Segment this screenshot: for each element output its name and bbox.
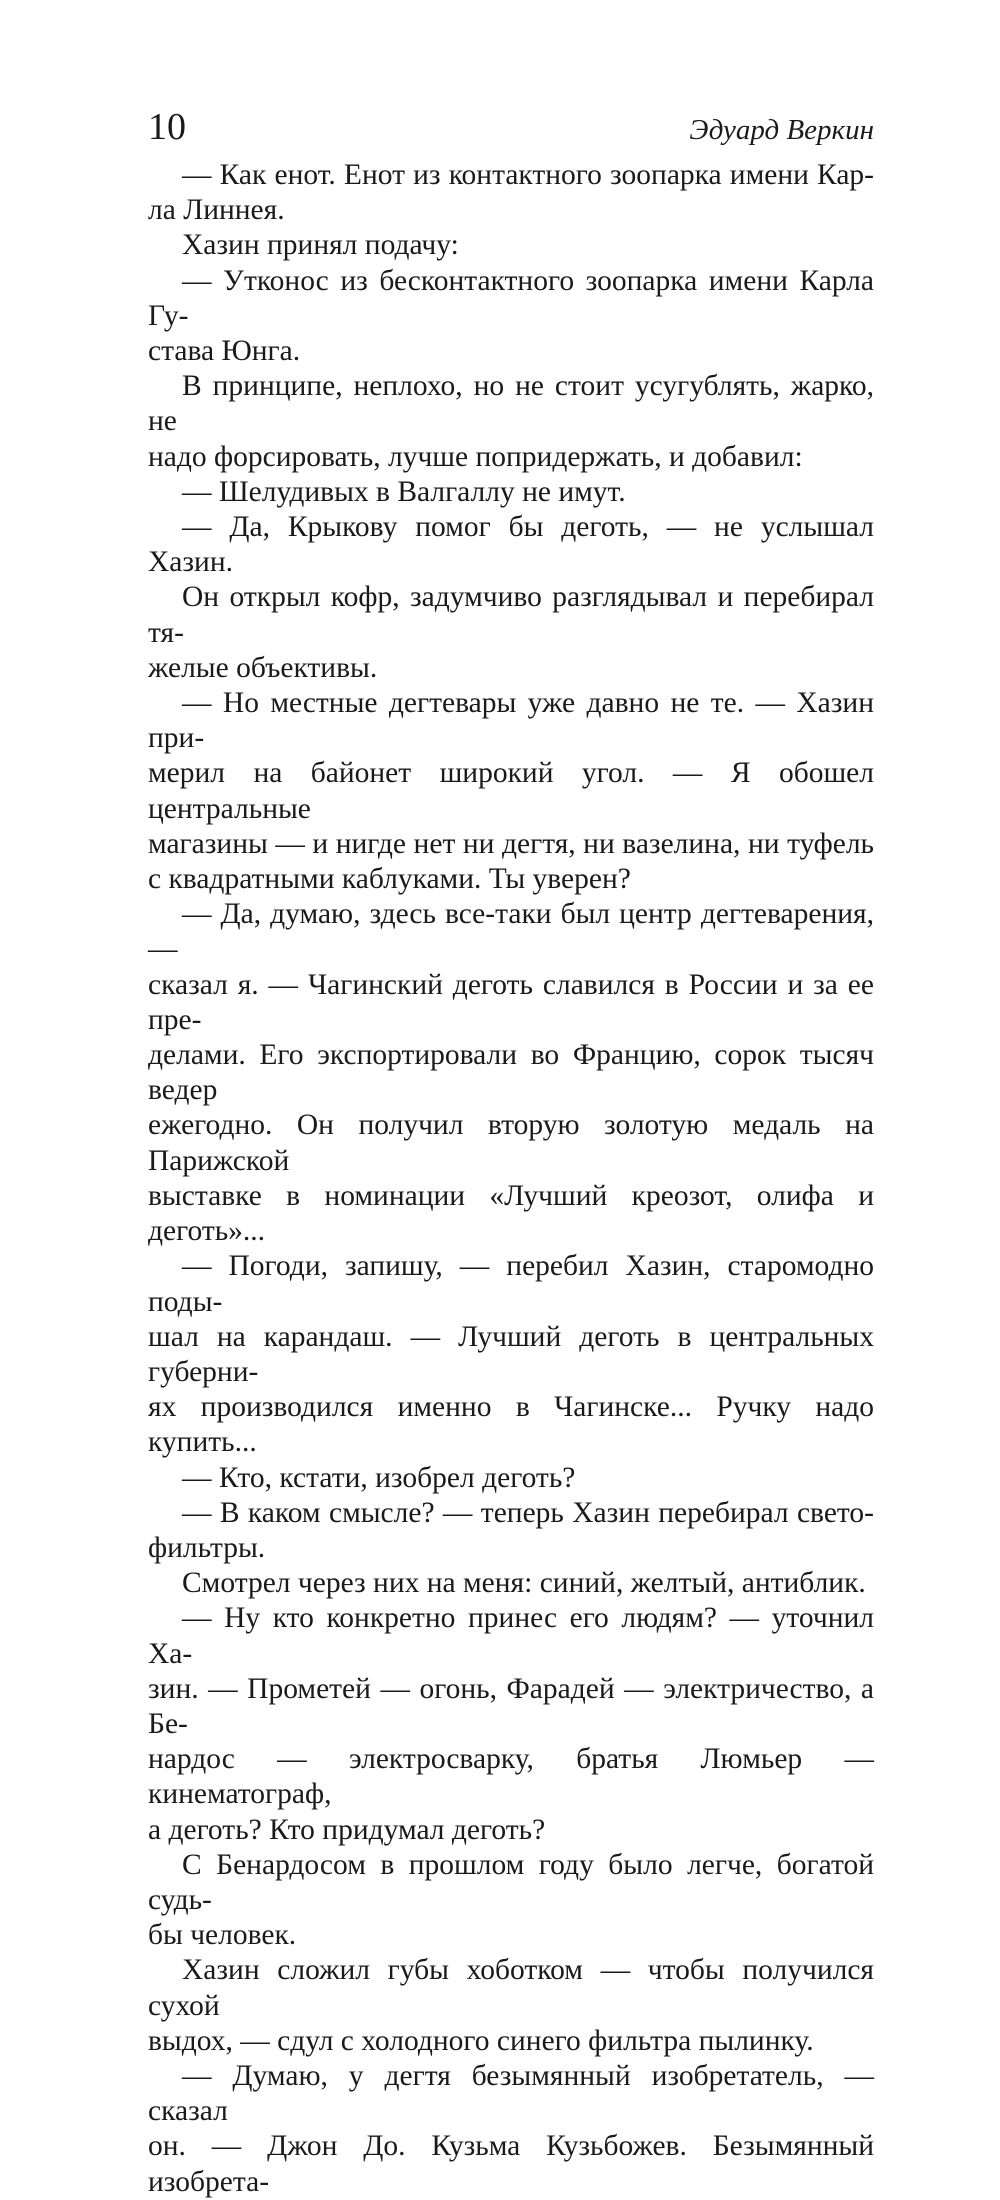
text-line: става Юнга. — [148, 335, 301, 368]
text-line: надо форсировать, лучше попридержать, и добавил: — [148, 440, 803, 473]
text-line: выдох, — сдул с холодного синего фильтра пылинку. — [148, 2024, 814, 2057]
text-line: с квадратными каблуками. Ты уверен? — [148, 863, 631, 896]
text-line: шал на карандаш. — Лучший деготь в центральных губерни- — [148, 1320, 874, 1388]
text-line: — Шелудивых в Валгаллу не имут. — [182, 475, 626, 508]
text-line: Хазин сложил губы хоботком — чтобы получился сухой — [148, 1954, 874, 2022]
text-line: ла Линнея. — [148, 194, 285, 227]
text-line: выставке в номинации «Лучший креозот, олифа и деготь»... — [148, 1179, 874, 1248]
text-line: — Да, думаю, здесь все-таки был центр дегтеварения, — — [148, 898, 874, 966]
text-line: — Как енот. Енот из контактного зоопарка имени Кар- — [182, 159, 874, 191]
text-line: С Бенардосом в прошлом году было легче, богатой судь- — [148, 1848, 874, 1916]
text-line: — Ну кто конкретно принес его людям? — уточнил Ха- — [148, 1602, 874, 1670]
running-head-author: Эдуард Веркин — [689, 114, 874, 146]
text-line: бы человек. — [148, 1919, 297, 1952]
text-line: — Но местные дегтевары уже давно не те. — Хазин при- — [148, 687, 874, 755]
body-text — [148, 158, 874, 2200]
text-line: зин. — Прометей — огонь, Фарадей — электричество, а Бе- — [148, 1672, 874, 1740]
text-line: — Утконос из бесконтактного зоопарка имени Карла Гу- — [148, 264, 874, 332]
text-line: — Кто, кстати, изобрел деготь? — [182, 1461, 576, 1494]
text-line: сказал я. — Чагинский деготь славился в России и за ее пре- — [148, 968, 874, 1036]
text-line: Хазин принял подачу: — [182, 229, 459, 262]
text-line: Он открыл кофр, задумчиво разглядывал и перебирал тя- — [148, 581, 874, 649]
text-line: — Думаю, у дегтя безымянный изобретатель, — сказал — [148, 2059, 874, 2128]
text-line: — В каком смысле? — теперь Хазин перебирал свето- — [182, 1496, 874, 1529]
text-line: мерил на байонет широкий угол. — Я обошел центральные — [148, 757, 874, 825]
text-line: — Да, Крыкову помог бы деготь, — не услышал Хазин. — [148, 511, 874, 579]
text-line: магазины — и нигде нет ни дегтя, ни вазелина, ни туфель — [148, 827, 874, 860]
text-line: фильтры. — [148, 1531, 266, 1564]
text-line: Смотрел через них на меня: синий, желтый, антиблик. — [182, 1567, 866, 1600]
page-header — [148, 104, 874, 154]
text-line: ях производился именно в Чагинске... Ручку надо купить... — [148, 1391, 874, 1459]
text-line: желые объективы. — [148, 651, 378, 684]
page-number: 10 — [148, 106, 186, 148]
text-line: он. — Джон До. Кузьма Кузьбожев. Безымянный изобрета- — [148, 2130, 874, 2198]
text-line: делами. Его экспортировали во Францию, сорок тысяч ведер — [148, 1039, 874, 1107]
text-line: нардос — электросварку, братья Люмьер — кинематограф, — [148, 1743, 874, 1811]
text-line: ежегодно. Он получил вторую золотую медаль на Парижской — [148, 1109, 874, 1177]
text-line: а деготь? Кто придумал деготь? — [148, 1813, 546, 1846]
text-line: — Погоди, запишу, — перебил Хазин, старомодно поды- — [148, 1250, 874, 1318]
text-line: В принципе, неплохо, но не стоит усугублять, жарко, не — [148, 370, 874, 438]
